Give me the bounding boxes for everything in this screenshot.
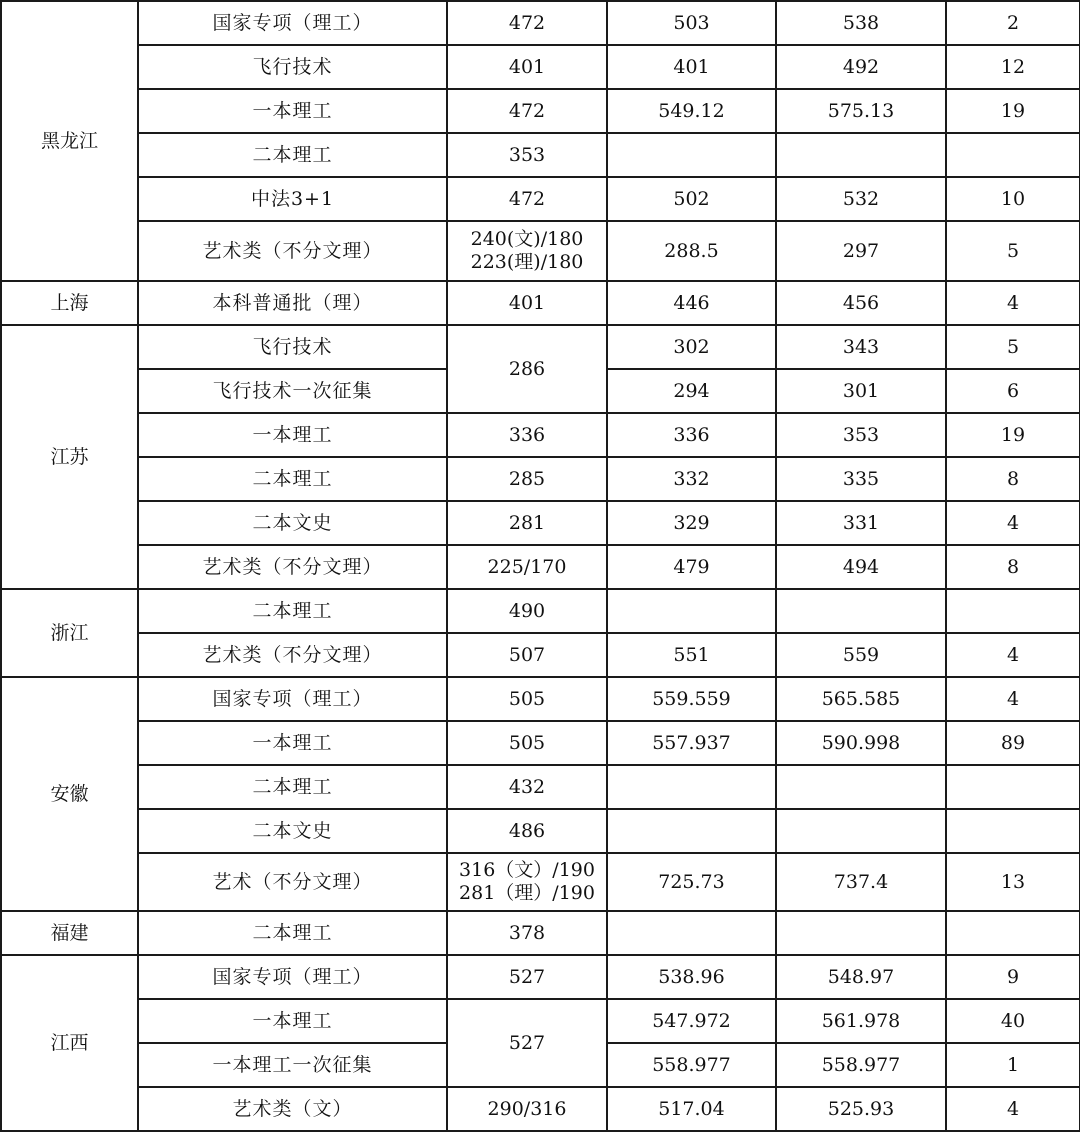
min-score-cell: 551 <box>607 633 776 677</box>
province-cell: 上海 <box>1 281 138 325</box>
max-score-cell: 494 <box>776 545 946 589</box>
control-line-cell: 286 <box>447 325 607 413</box>
admitted-count-cell: 89 <box>946 721 1080 765</box>
admitted-count-cell <box>946 809 1080 853</box>
max-score-cell: 297 <box>776 221 946 281</box>
min-score-cell: 332 <box>607 457 776 501</box>
max-score-cell: 737.4 <box>776 853 946 911</box>
max-score-cell <box>776 589 946 633</box>
table-row <box>1 501 1080 545</box>
table-row <box>1 325 1080 369</box>
batch-cell: 一本理工 <box>138 89 447 133</box>
admitted-count-cell: 4 <box>946 633 1080 677</box>
control-line-cell: 336 <box>447 413 607 457</box>
batch-cell: 飞行技术一次征集 <box>138 369 447 413</box>
control-line-part: 281（理）/190 <box>459 882 595 904</box>
batch-cell: 一本理工一次征集 <box>138 1043 447 1087</box>
admitted-count-cell: 1 <box>946 1043 1080 1087</box>
table-row <box>1 221 1080 281</box>
table-row <box>1 955 1080 999</box>
batch-cell: 二本理工 <box>138 911 447 955</box>
max-score-cell: 565.585 <box>776 677 946 721</box>
batch-cell: 一本理工 <box>138 413 447 457</box>
admitted-count-cell: 5 <box>946 325 1080 369</box>
control-line-cell: 353 <box>447 133 607 177</box>
admitted-count-cell <box>946 133 1080 177</box>
max-score-cell: 548.97 <box>776 955 946 999</box>
min-score-cell: 725.73 <box>607 853 776 911</box>
control-line-cell: 225/170 <box>447 545 607 589</box>
max-score-cell <box>776 133 946 177</box>
control-line-cell <box>447 221 607 281</box>
batch-cell: 飞行技术 <box>138 325 447 369</box>
admitted-count-cell: 10 <box>946 177 1080 221</box>
min-score-cell: 288.5 <box>607 221 776 281</box>
batch-cell: 二本理工 <box>138 457 447 501</box>
min-score-cell: 302 <box>607 325 776 369</box>
control-line-cell: 378 <box>447 911 607 955</box>
table-row <box>1 853 1080 911</box>
control-line-cell: 507 <box>447 633 607 677</box>
batch-cell: 一本理工 <box>138 999 447 1043</box>
table-row <box>1 765 1080 809</box>
batch-cell: 本科普通批（理） <box>138 281 447 325</box>
control-line-cell: 401 <box>447 45 607 89</box>
table-row <box>1 633 1080 677</box>
province-cell: 安徽 <box>1 677 138 911</box>
control-line-cell: 527 <box>447 955 607 999</box>
admitted-count-cell: 4 <box>946 501 1080 545</box>
province-cell: 黑龙江 <box>1 1 138 281</box>
control-line-cell: 472 <box>447 1 607 45</box>
table-row <box>1 677 1080 721</box>
admitted-count-cell: 6 <box>946 369 1080 413</box>
max-score-cell <box>776 809 946 853</box>
control-line-cell: 401 <box>447 281 607 325</box>
table-row <box>1 1087 1080 1131</box>
max-score-cell: 561.978 <box>776 999 946 1043</box>
table-row <box>1 413 1080 457</box>
max-score-cell: 525.93 <box>776 1087 946 1131</box>
max-score-cell: 590.998 <box>776 721 946 765</box>
min-score-cell: 479 <box>607 545 776 589</box>
table-row <box>1 911 1080 955</box>
control-line-cell: 505 <box>447 721 607 765</box>
min-score-cell: 538.96 <box>607 955 776 999</box>
table-row <box>1 457 1080 501</box>
batch-cell: 艺术类（不分文理） <box>138 545 447 589</box>
province-cell: 江苏 <box>1 325 138 589</box>
max-score-cell: 575.13 <box>776 89 946 133</box>
max-score-cell <box>776 911 946 955</box>
batch-cell: 中法3+1 <box>138 177 447 221</box>
batch-cell: 二本理工 <box>138 765 447 809</box>
batch-cell: 国家专项（理工） <box>138 955 447 999</box>
max-score-cell: 492 <box>776 45 946 89</box>
min-score-cell: 502 <box>607 177 776 221</box>
province-cell: 福建 <box>1 911 138 955</box>
batch-cell: 艺术（不分文理） <box>138 853 447 911</box>
table-row <box>1 721 1080 765</box>
table-row <box>1 89 1080 133</box>
admitted-count-cell: 40 <box>946 999 1080 1043</box>
admitted-count-cell <box>946 765 1080 809</box>
batch-cell: 一本理工 <box>138 721 447 765</box>
control-line-cell: 285 <box>447 457 607 501</box>
min-score-cell: 329 <box>607 501 776 545</box>
max-score-cell: 335 <box>776 457 946 501</box>
min-score-cell: 558.977 <box>607 1043 776 1087</box>
admitted-count-cell: 12 <box>946 45 1080 89</box>
min-score-cell: 336 <box>607 413 776 457</box>
table-row <box>1 589 1080 633</box>
batch-cell: 二本文史 <box>138 809 447 853</box>
admitted-count-cell: 13 <box>946 853 1080 911</box>
admitted-count-cell: 19 <box>946 413 1080 457</box>
batch-cell: 二本理工 <box>138 589 447 633</box>
max-score-cell: 331 <box>776 501 946 545</box>
min-score-cell: 549.12 <box>607 89 776 133</box>
control-line-cell <box>447 853 607 911</box>
control-line-cell: 290/316 <box>447 1087 607 1131</box>
max-score-cell <box>776 765 946 809</box>
max-score-cell: 532 <box>776 177 946 221</box>
control-line-cell: 527 <box>447 999 607 1087</box>
max-score-cell: 538 <box>776 1 946 45</box>
control-line-cell: 432 <box>447 765 607 809</box>
min-score-cell <box>607 911 776 955</box>
table-row <box>1 133 1080 177</box>
max-score-cell: 456 <box>776 281 946 325</box>
max-score-cell: 343 <box>776 325 946 369</box>
admitted-count-cell <box>946 589 1080 633</box>
table-row <box>1 177 1080 221</box>
admitted-count-cell: 2 <box>946 1 1080 45</box>
min-score-cell <box>607 809 776 853</box>
control-line-cell: 505 <box>447 677 607 721</box>
max-score-cell: 301 <box>776 369 946 413</box>
table-row <box>1 809 1080 853</box>
min-score-cell <box>607 133 776 177</box>
min-score-cell <box>607 589 776 633</box>
table-row <box>1 545 1080 589</box>
admitted-count-cell: 4 <box>946 1087 1080 1131</box>
admitted-count-cell: 9 <box>946 955 1080 999</box>
batch-cell: 国家专项（理工） <box>138 677 447 721</box>
admitted-count-cell: 4 <box>946 677 1080 721</box>
max-score-cell: 559 <box>776 633 946 677</box>
control-line-cell: 486 <box>447 809 607 853</box>
table-row <box>1 999 1080 1043</box>
min-score-cell: 559.559 <box>607 677 776 721</box>
max-score-cell: 558.977 <box>776 1043 946 1087</box>
batch-cell: 二本理工 <box>138 133 447 177</box>
min-score-cell: 557.937 <box>607 721 776 765</box>
control-line-cell: 472 <box>447 177 607 221</box>
control-line-part: 316（文）/190 <box>459 859 595 881</box>
table-row <box>1 45 1080 89</box>
province-cell: 江西 <box>1 955 138 1131</box>
batch-cell: 国家专项（理工） <box>138 1 447 45</box>
batch-cell: 艺术类（文） <box>138 1087 447 1131</box>
min-score-cell: 547.972 <box>607 999 776 1043</box>
admitted-count-cell: 19 <box>946 89 1080 133</box>
table-row <box>1 1 1080 45</box>
province-cell: 浙江 <box>1 589 138 677</box>
table-row <box>1 281 1080 325</box>
batch-cell: 飞行技术 <box>138 45 447 89</box>
control-line-cell: 281 <box>447 501 607 545</box>
control-line-cell: 472 <box>447 89 607 133</box>
admitted-count-cell: 5 <box>946 221 1080 281</box>
min-score-cell <box>607 765 776 809</box>
control-line-part: 223(理)/180 <box>470 251 584 273</box>
batch-cell: 二本文史 <box>138 501 447 545</box>
control-line-cell: 490 <box>447 589 607 633</box>
min-score-cell: 503 <box>607 1 776 45</box>
batch-cell: 艺术类（不分文理） <box>138 221 447 281</box>
admitted-count-cell: 4 <box>946 281 1080 325</box>
control-line-part: 240(文)/180 <box>470 228 584 250</box>
min-score-cell: 446 <box>607 281 776 325</box>
batch-cell: 艺术类（不分文理） <box>138 633 447 677</box>
admitted-count-cell <box>946 911 1080 955</box>
max-score-cell: 353 <box>776 413 946 457</box>
min-score-cell: 517.04 <box>607 1087 776 1131</box>
min-score-cell: 401 <box>607 45 776 89</box>
admitted-count-cell: 8 <box>946 545 1080 589</box>
min-score-cell: 294 <box>607 369 776 413</box>
admitted-count-cell: 8 <box>946 457 1080 501</box>
